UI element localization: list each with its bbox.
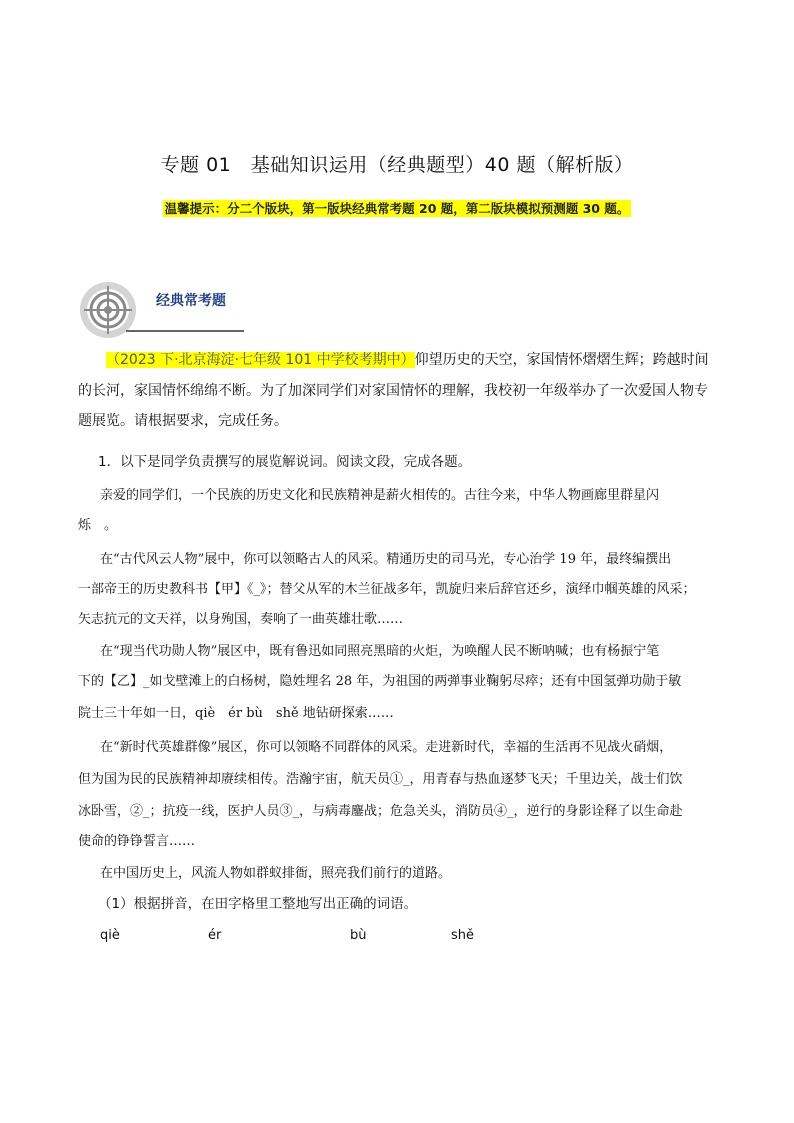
passage-line: 矢志抗元的文天祥，以身殉国，奏响了一曲英雄壮歌……	[78, 612, 404, 627]
passage-line: 院士三十年如一日，qiè ér bù shě 地钻研探索……	[78, 706, 394, 721]
tip-line	[0, 198, 794, 217]
question-1: 1．以下是同学负责撰写的展览解说词。阅读文段，完成各题。	[98, 454, 472, 470]
section-header	[78, 276, 248, 338]
intro-text: 仰望历史的天空，家国情怀熠熠生辉；跨越时间的长河，家国情怀绵绵不断。为了加深同学们对家国情怀的理解，我校初一年级举办了一次爱国人物专题展览。请根据要求，完成任务。	[78, 352, 709, 429]
passage-line: 在“古代风云人物”展中，你可以领略古人的风采。精通历史的司马光，专心治学 19 年，最终编撰出	[100, 552, 672, 567]
subquestion-1: （1）根据拼音，在田字格里工整地写出正确的词语。	[98, 896, 418, 912]
pinyin-qie: qiè	[100, 928, 120, 943]
document-title: 专题 01 基础知识运用（经典题型）40 题（解析版）	[160, 154, 634, 176]
passage-line: 使命的铮铮誓言……	[78, 834, 196, 849]
passage-line: 下的【乙】_如戈壁滩上的白杨树，隐姓埋名 28 年，为祖国的两弹事业鞠躬尽瘁；还有中国氢弹功勋于敏	[78, 674, 682, 689]
passage-line: 冰卧雪，②_；抗疫一线，医护人员③_，与病毒鏖战；危急关头，消防员④_，逆行的身影诠释了以生命赴	[78, 804, 683, 819]
section-label: 经典常考题	[156, 293, 226, 309]
passage-line: 在“现当代功勋人物”展区中，既有鲁迅如同照亮黑暗的火炬，为唤醒人民不断呐喊；也有杨振宁笔	[100, 644, 660, 659]
pinyin-er: ér	[208, 928, 222, 943]
section-underline	[126, 330, 244, 332]
passage-line: 亲爱的同学们，一个民族的历史文化和民族精神是薪火相传的。古往今来，中华人物画廊里群星闪	[100, 488, 660, 503]
passage-line: 在“新时代英雄群像”展区，你可以领略不同群体的风采。走进新时代，幸福的生活再不见战火硝烟，	[100, 740, 673, 755]
pinyin-she: shě	[451, 928, 475, 943]
pinyin-bu: bù	[350, 928, 367, 943]
source-tag: （2023 下·北京海淀·七年级 101 中学校考期中）	[106, 352, 415, 368]
passage-line: 一部帝王的历史教科书【甲】《_》；替父从军的木兰征战多年，凯旋归来后辞官还乡，演绎巾帼英雄的风采；	[78, 582, 696, 597]
tip-highlight: 温馨提示：分二个版块，第一版块经典常考题 20 题，第二版块模拟预测题 30 题。	[164, 201, 630, 216]
passage-line: 烁 。	[78, 518, 118, 533]
intro-paragraph	[78, 345, 718, 437]
passage-line: 但为国为民的民族精神却赓续相传。浩瀚宇宙，航天员①_，用青春与热血逐梦飞天；千里边关，战士们饮	[78, 772, 683, 787]
passage-line: 在中国历史上，风流人物如群蚁排衙，照亮我们前行的道路。	[100, 866, 452, 881]
